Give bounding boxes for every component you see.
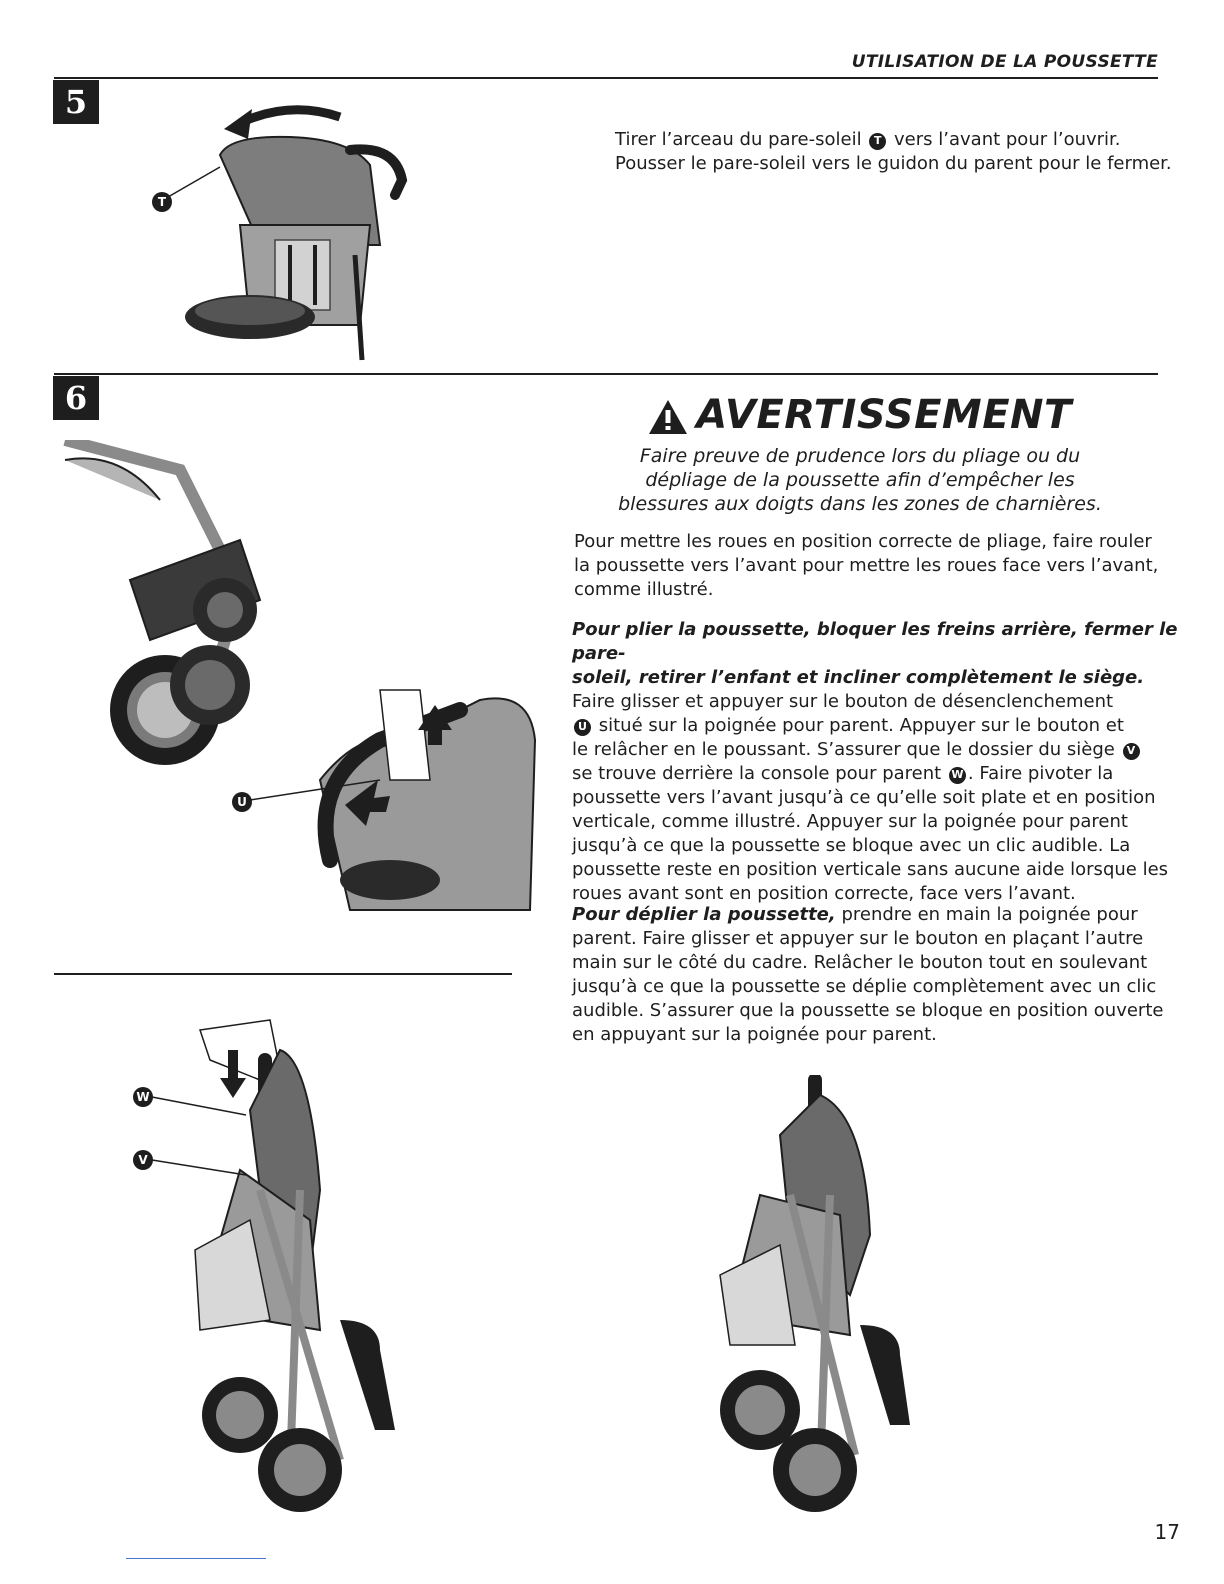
wheels-line-2: la poussette vers l’avant pour mettre les roues face vers l’avant,: [574, 555, 1159, 576]
sunshade-illustration: [140, 95, 420, 365]
wheels-illustration: [60, 440, 540, 920]
callout-t-inline: T: [869, 133, 886, 150]
callout-w-badge: [133, 1087, 153, 1107]
step-6-number: 6: [64, 379, 88, 417]
unfold-instructions: [572, 903, 1163, 1047]
header-rule: [54, 77, 1158, 79]
callout-v-inline: V: [1123, 743, 1140, 760]
unfold-heading: Pour déplier la poussette,: [572, 904, 836, 925]
footer-link-underline[interactable]: [126, 1558, 266, 1559]
fold-heading-rest: bloquer les freins arrière, fermer le pare-: [572, 619, 1178, 664]
callout-v-badge: [133, 1150, 153, 1170]
callout-w-inline: W: [949, 767, 966, 784]
warning-title-text: AVERTISSEMENT: [696, 392, 1072, 438]
unfold-line-1-rest: prendre en main la poignée pour: [835, 904, 1138, 925]
fold-heading: Pour plier la poussette,: [572, 619, 811, 640]
step-5-line1-after: vers l’avant pour l’ouvrir.: [888, 129, 1121, 150]
step-6-badge: [53, 376, 99, 420]
page-number: 17: [1154, 1520, 1180, 1544]
callout-t-label: T: [157, 195, 167, 209]
callout-w-label: W: [136, 1090, 150, 1104]
fold-line-9: roues avant sont en position correcte, face vers l’avant.: [572, 883, 1076, 904]
warning-line-3: blessures aux doigts dans les zones de charnières.: [618, 493, 1102, 515]
fold-line-4b: . Faire pivoter la: [967, 763, 1114, 784]
callout-u-label: U: [237, 795, 247, 809]
wheels-positioning-text: [574, 530, 1158, 602]
callout-u-badge: [232, 792, 252, 812]
upright-stroller-illustration: [700, 1075, 930, 1525]
fold-line-4a: se trouve derrière la console pour parent: [572, 763, 947, 784]
callout-u-inline: U: [574, 719, 591, 736]
unfold-line-4: jusqu’à ce que la poussette se déplie complètement avec un clic: [572, 976, 1157, 997]
folding-stroller-illustration: [140, 990, 420, 1530]
wheels-line-1: Pour mettre les roues en position correcte de pliage, faire rouler: [574, 531, 1152, 552]
warning-triangle-icon: [648, 399, 688, 435]
unfold-line-3: main sur le côté du cadre. Relâcher le bouton tout en soulevant: [572, 952, 1148, 973]
fold-heading-line-2: soleil, retirer l’enfant et incliner complètement le siège.: [572, 667, 1145, 688]
fold-line-5: poussette vers l’avant jusqu’à ce qu’elle soit plate et en position: [572, 787, 1156, 808]
fold-line-1: Faire glisser et appuyer sur le bouton de désenclenchement: [572, 691, 1114, 712]
warning-line-1: Faire preuve de prudence lors du pliage ou du: [639, 445, 1081, 467]
warning-title: [570, 392, 1150, 438]
fold-line-2: situé sur la poignée pour parent. Appuyer sur le bouton et: [593, 715, 1124, 736]
unfold-line-5: audible. S’assurer que la poussette se bloque en position ouverte: [572, 1000, 1164, 1021]
step-5-number: 5: [64, 83, 88, 121]
callout-v-label: V: [138, 1153, 148, 1167]
fold-line-6: verticale, comme illustré. Appuyer sur la poignée pour parent: [572, 811, 1128, 832]
fold-instructions: [572, 618, 1224, 906]
warning-line-2: dépliage de la poussette afin d’empêcher les: [645, 469, 1075, 491]
step-5-badge: [53, 80, 99, 124]
step-6-rule: [54, 373, 1158, 375]
callout-t-badge: [152, 192, 172, 212]
section-header-title: UTILISATION DE LA POUSSETTE: [851, 52, 1158, 72]
warning-text: [600, 444, 1120, 516]
wheels-line-3: comme illustré.: [574, 579, 714, 600]
step-5-line1-before: Tirer l’arceau du pare-soleil: [615, 129, 868, 150]
unfold-line-2: parent. Faire glisser et appuyer sur le bouton en plaçant l’autre: [572, 928, 1144, 949]
fold-line-7: jusqu’à ce que la poussette se bloque avec un clic audible. La: [572, 835, 1131, 856]
illustration-divider: [54, 973, 512, 975]
fold-line-3: le relâcher en le poussant. S’assurer que le dossier du siège: [572, 739, 1121, 760]
fold-line-8: poussette reste en position verticale sans aucune aide lorsque les: [572, 859, 1169, 880]
step-5-line2: Pousser le pare-soleil vers le guidon du parent pour le fermer.: [615, 153, 1172, 174]
step-5-instructions: [615, 128, 1172, 176]
unfold-line-6: en appuyant sur la poignée pour parent.: [572, 1024, 937, 1045]
